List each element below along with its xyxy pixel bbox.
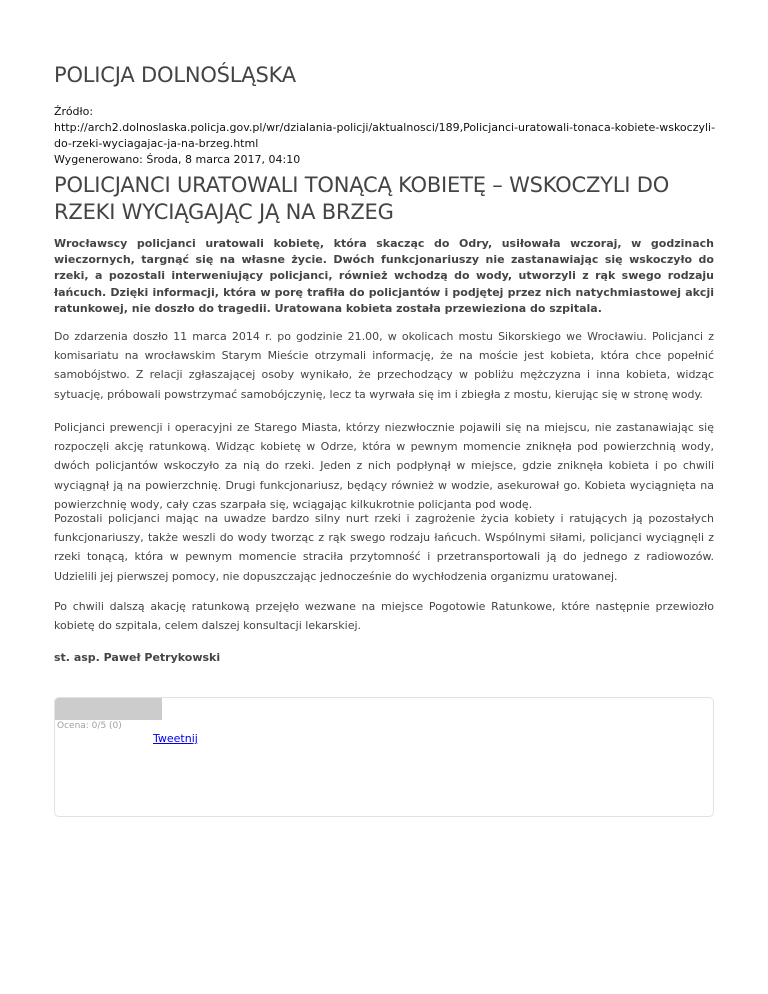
rating-box	[54, 697, 714, 817]
site-title: POLICJA DOLNOŚLĄSKA	[54, 63, 296, 87]
tweet-link[interactable]: Tweetnij	[153, 732, 198, 745]
document-meta	[54, 104, 716, 168]
article-paragraph: Pozostali policjanci mając na uwadze bardzo silny nurt rzeki i zagrożenie życia kobiety i ratujących ją pozostałych funkcjonariuszy, także weszli do wody tworząc z rąk swego rodzaju łańcuch. Wspólnymi siłami, policjanci wyciągnęli z rzeki tonącą, która w pewnym momencie straciła przytomność i przetransportowali ją do jednego z radiowozów. Udzielili jej pierwszej pomocy, nie dopuszczając jednocześnie do wychłodzenia organizmu uratowanej.	[54, 512, 714, 583]
article-author: st. asp. Paweł Petrykowski	[54, 651, 221, 664]
article-paragraph: Do zdarzenia doszło 11 marca 2014 r. po godzinie 21.00, w okolicach mostu Sikorskiego we Wrocławiu. Policjanci z komisariatu na wrocławskim Starym Mieście otrzymali informację, że na moście jest kobieta, która chce popełnić samobójstwo. Z relacji zgłaszającej osoby wynikało, że przechodzący w pobliżu mężczyzna i inna kobieta, widząc sytuację, próbowali powstrzymać samobójczynię, lecz ta wyrwała się im i zbiegła z mostu, kierując się w stronę wody.	[54, 330, 714, 401]
source-label: Źródło:	[54, 105, 94, 118]
article-lead: Wrocławscy policjanci uratowali kobietę, która skacząc do Odry, usiłowała wczoraj, w godzinach wieczornych, targnąć się na własne życie. Dwóch funkcjonariuszy nie zastanawiając się wskoczyło do rzeki, a pozostali interweniujący policjanci, również wchodzą do wody, utworzyli z rąk swego rodzaju łańcuch. Dzięki informacji, która w porę trafiła do policjantów i podjętej przez nich natychmiastowej akcji ratunkowej, nie doszło do tragedii. Uratowana kobieta została przewieziona do szpitala.	[54, 237, 714, 315]
generated-date: Wygenerowano: Środa, 8 marca 2017, 04:10	[54, 153, 301, 166]
rating-bar[interactable]	[55, 698, 162, 720]
source-url: http://arch2.dolnoslaska.policja.gov.pl/wr/dzialania-policji/aktualnosci/189,Policjanci-uratowali-tonaca-kobiete-wskoczyli-do-rzeki-wyciagajac-ja-na-brzeg.html	[54, 121, 716, 150]
rating-text: Ocena: 0/5 (0)	[57, 721, 122, 731]
article-paragraph: Po chwili dalszą akację ratunkową przejęło wezwane na miejsce Pogotowie Ratunkowe, które następnie przewiozło kobietę do szpitala, celem dalszej konsultacji lekarskiej.	[54, 600, 714, 633]
article-title: POLICJANCI URATOWALI TONĄCĄ KOBIETĘ – WSKOCZYLI DO RZEKI WYCIĄGAJĄC JĄ NA BRZEG	[54, 173, 670, 224]
article-paragraph: Policjanci prewencji i operacyjni ze Starego Miasta, którzy niezwłocznie pojawili się na miejscu, nie zastanawiając się rozpoczęli akcję ratunkową. Widząc kobietę w Odrze, która w pewnym momencie zniknęła pod powierzchnią wody, dwóch policjantów wskoczyło za nią do rzeki. Jeden z nich podpłynął w miejsce, gdzie zniknęła kobieta i po chwili wyciągnął ją na powierzchnię. Drugi funkcjonariusz, będący również w wodzie, asekurował go. Kobieta wyciągnięta na powierzchnię wody, cały czas szarpała się, wciągając kilkukrotnie policjanta pod wodę.	[54, 421, 714, 511]
